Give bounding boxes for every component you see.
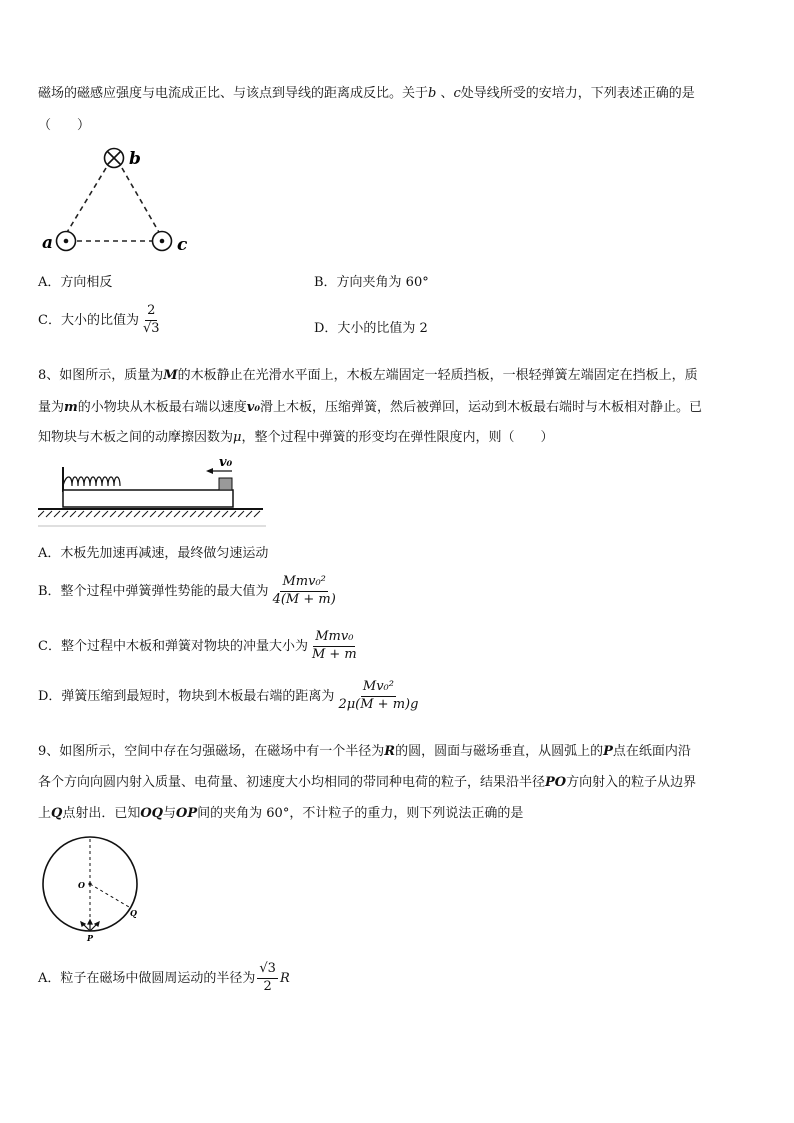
var-c: c: [453, 86, 461, 101]
var-b: b: [428, 86, 437, 101]
label-P: P: [87, 933, 94, 942]
q7-option-c-fraction: $\frac{2}{√3}$: [142, 303, 160, 336]
particle-direction-arrows-icon: [81, 920, 99, 931]
q8-option-b: B．整个过程中弹簧弹性势能的最大值为 $\frac{\text{Mmv₀²}}{4(M + m)}$: [38, 574, 336, 607]
q7-answer-paren: （ ）: [38, 118, 91, 133]
q9-stem-line1: 9、如图所示，空间中存在匀强磁场，在磁场中有一个半径为R的圆，圆面与磁场垂直，从圆弧上的P点在纸面内沿: [38, 744, 691, 759]
q7-stem-text: 磁场的磁感应强度与电流成正比、与该点到导线的距离成反比。关于: [38, 86, 429, 101]
label-c: c: [177, 235, 188, 255]
q9-option-a: A．粒子在磁场中做圆周运动的半径为 $\frac{√3}{2}$ R: [38, 961, 290, 994]
q7-separator: 、: [436, 86, 454, 101]
q8-spring-board-figure: [38, 452, 268, 530]
q7-option-c: C．大小的比值为 $\frac{2}{√3}$: [38, 303, 160, 336]
label-O: O: [78, 880, 85, 890]
q7-option-b: B．方向夹角为 60°: [314, 275, 429, 290]
q8-option-d-fraction: $\frac{\text{Mv₀²}}{2\mu(M + m)g}$: [338, 679, 419, 712]
wire-c-out-of-page-icon: [153, 232, 172, 251]
q8-stem-line1: 8、如图所示，质量为M的木板静止在光滑水平面上，木板左端固定一轻质挡板，一根轻弹簧左端固定在挡板上，质: [38, 368, 698, 383]
label-Q: Q: [130, 908, 137, 918]
q9-circle-field-figure: [36, 832, 146, 942]
q9-stem-line3: 上Q点射出．已知OQ与OP间的夹角为 60°，不计粒子的重力，则下列说法正确的是: [38, 806, 524, 821]
label-v0: v₀: [219, 455, 233, 470]
wire-b-into-page-icon: [105, 149, 124, 168]
label-a: a: [42, 233, 54, 253]
q7-option-d: D．大小的比值为 2: [314, 321, 428, 336]
q8-option-c: C．整个过程中木板和弹簧对物块的冲量大小为 $\frac{\text{Mmv₀}}{M + m}$: [38, 629, 357, 662]
q8-option-c-fraction: $\frac{\text{Mmv₀}}{M + m}$: [311, 629, 357, 662]
q7-stem-line1: [38, 82, 695, 101]
q9-option-a-fraction: $\frac{√3}{2}$: [259, 961, 276, 994]
q7-option-a: A．方向相反: [38, 275, 113, 290]
q7-stem-text-2: 处导线所受的安培力，下列表述正确的是: [460, 86, 695, 101]
q8-stem-line3: 知物块与木板之间的动摩擦因数为μ，整个过程中弹簧的形变均在弹性限度内，则（ ）: [38, 430, 554, 445]
q8-option-a: A．木板先加速再减速，最终做匀速运动: [38, 546, 269, 561]
label-b: b: [129, 149, 141, 169]
q7-wire-triangle-figure: [36, 140, 196, 260]
wire-a-out-of-page-icon: [57, 232, 76, 251]
q8-stem-line2: 量为m的小物块从木板最右端以速度v₀滑上木板，压缩弹簧，然后被弹回，运动到木板最右端时与木板相对静止。已: [38, 400, 703, 415]
q8-option-d: D．弹簧压缩到最短时，物块到木板最右端的距离为 $\frac{\text{Mv₀²}}{2\mu(M + m)g}$: [38, 679, 419, 712]
q8-option-b-fraction: $\frac{\text{Mmv₀²}}{4(M + m)}$: [272, 574, 336, 607]
q9-stem-line2: 各个方向向圆内射入质量、电荷量、初速度大小均相同的带同种电荷的粒子，结果沿半径PO方向射入的粒子从边界: [38, 775, 697, 790]
